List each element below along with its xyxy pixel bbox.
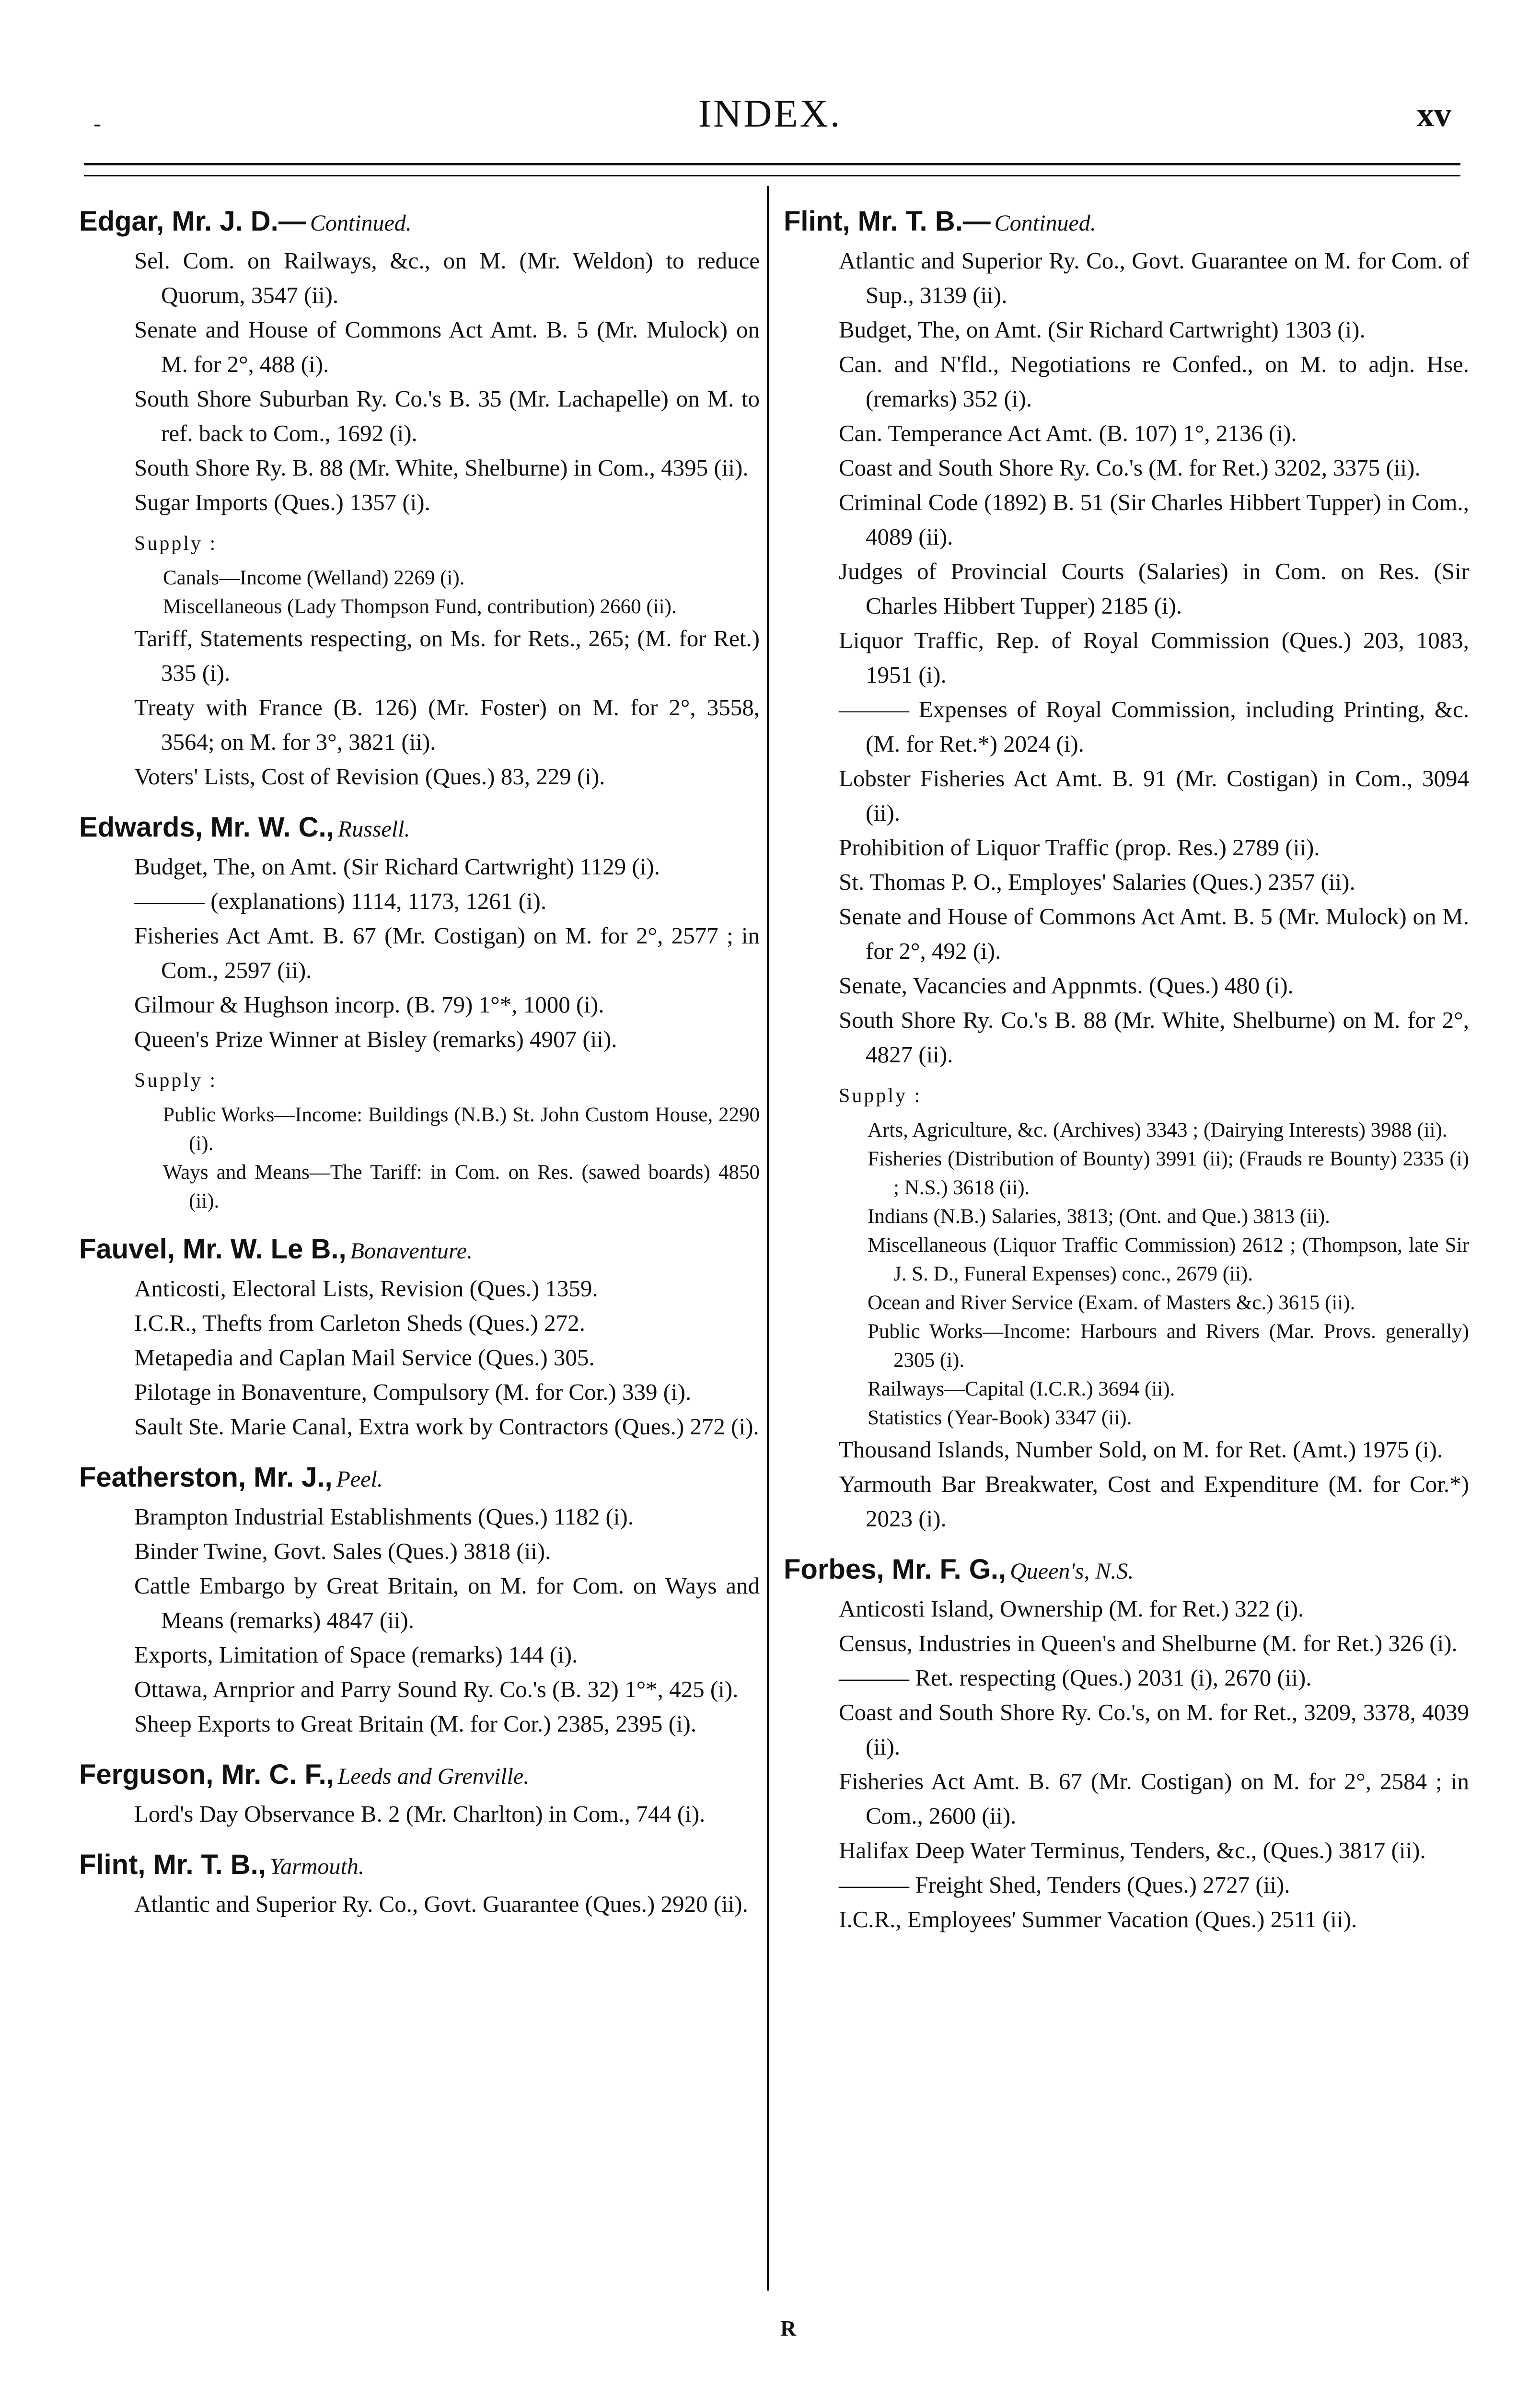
supply-item: Indians (N.B.) Salaries, 3813; (Ont. and Que.) 3813 (ii). bbox=[868, 1205, 1330, 1228]
index-item: Atlantic and Superior Ry. Co., Govt. Guarantee (Ques.) 2920 (ii). bbox=[134, 1891, 748, 1917]
member-name bbox=[79, 1845, 760, 1887]
index-item: Queen's Prize Winner at Bisley (remarks) 4907 (ii). bbox=[134, 1026, 617, 1052]
index-item: Sheep Exports to Great Britain (M. for Cor.) 2385, 2395 (i). bbox=[134, 1710, 697, 1737]
constituency: Continued. bbox=[310, 210, 412, 236]
index-entry bbox=[79, 1755, 760, 1831]
index-item: Liquor Traffic, Rep. of Royal Commission (Ques.) 203, 1083, 1951 (i). bbox=[839, 627, 1469, 688]
page-header bbox=[0, 91, 1540, 144]
header-rule-thick bbox=[84, 163, 1460, 165]
supply-item: Miscellaneous (Lady Thompson Fund, contribution) 2660 (ii). bbox=[163, 595, 677, 618]
supply-item: Statistics (Year-Book) 3347 (ii). bbox=[868, 1407, 1132, 1429]
index-item: Lord's Day Observance B. 2 (Mr. Charlton) in Com., 744 (i). bbox=[134, 1801, 706, 1827]
index-item: ——— (explanations) 1114, 1173, 1261 (i). bbox=[134, 888, 547, 914]
page-title: INDEX. bbox=[698, 92, 842, 135]
member-name bbox=[784, 201, 1469, 244]
member-name bbox=[79, 1457, 760, 1500]
signature-mark: R bbox=[780, 2316, 797, 2340]
index-item: Pilotage in Bonaventure, Compulsory (M. for Cor.) 339 (i). bbox=[134, 1379, 692, 1405]
index-item: Ottawa, Arnprior and Parry Sound Ry. Co.'s (B. 32) 1°*, 425 (i). bbox=[134, 1676, 739, 1702]
supply-heading: Supply : bbox=[839, 1085, 922, 1107]
index-item: Tariff, Statements respecting, on Ms. for Rets., 265; (M. for Ret.) 335 (i). bbox=[134, 625, 760, 686]
index-item: St. Thomas P. O., Employes' Salaries (Ques.) 2357 (ii). bbox=[839, 869, 1355, 895]
member-name-text: Flint, Mr. T. B., bbox=[79, 1849, 266, 1880]
member-name bbox=[79, 1755, 760, 1797]
member-name-text: Forbes, Mr. F. G., bbox=[784, 1554, 1007, 1585]
supply-item: Miscellaneous (Liquor Traffic Commission) 2612 ; (Thompson, late Sir J. S. D., Funeral Expenses) conc., 2679 (ii). bbox=[868, 1234, 1469, 1285]
index-entry bbox=[784, 201, 1469, 1536]
index-entry bbox=[79, 1229, 760, 1444]
supply-heading: Supply : bbox=[134, 1070, 218, 1092]
index-item: Treaty with France (B. 126) (Mr. Foster) on M. for 2°, 3558, 3564; on M. for 3°, 3821 (ii). bbox=[134, 694, 760, 755]
index-item: Fisheries Act Amt. B. 67 (Mr. Costigan) on M. for 2°, 2584 ; in Com., 2600 (ii). bbox=[839, 1768, 1469, 1829]
index-item: Halifax Deep Water Terminus, Tenders, &c., (Ques.) 3817 (ii). bbox=[839, 1837, 1426, 1863]
index-item: South Shore Ry. B. 88 (Mr. White, Shelburne) in Com., 4395 (ii). bbox=[134, 454, 749, 481]
index-item: Gilmour & Hughson incorp. (B. 79) 1°*, 1000 (i). bbox=[134, 991, 604, 1018]
index-item: Metapedia and Caplan Mail Service (Ques.) 305. bbox=[134, 1344, 595, 1371]
constituency: Peel. bbox=[336, 1466, 383, 1492]
index-item: Senate and House of Commons Act Amt. B. 5 (Mr. Mulock) on M. for 2°, 492 (i). bbox=[839, 903, 1469, 964]
index-item: Can. Temperance Act Amt. (B. 107) 1°, 2136 (i). bbox=[839, 420, 1297, 446]
index-item: Voters' Lists, Cost of Revision (Ques.) 83, 229 (i). bbox=[134, 763, 605, 790]
index-item: Budget, The, on Amt. (Sir Richard Cartwright) 1129 (i). bbox=[134, 853, 660, 880]
index-item: Census, Industries in Queen's and Shelburne (M. for Ret.) 326 (i). bbox=[839, 1630, 1458, 1656]
constituency: Leeds and Grenville. bbox=[337, 1764, 530, 1789]
member-name-text: Edgar, Mr. J. D.— bbox=[79, 206, 306, 237]
constituency: Yarmouth. bbox=[269, 1854, 364, 1879]
index-item: Atlantic and Superior Ry. Co., Govt. Guarantee on M. for Com. of Sup., 3139 (ii). bbox=[839, 247, 1469, 308]
member-name-text: Ferguson, Mr. C. F., bbox=[79, 1759, 334, 1790]
member-name bbox=[79, 201, 760, 244]
index-entry bbox=[79, 201, 760, 794]
index-item: Binder Twine, Govt. Sales (Ques.) 3818 (ii). bbox=[134, 1538, 551, 1564]
member-name-text: Featherston, Mr. J., bbox=[79, 1462, 333, 1493]
header-rule-thin bbox=[84, 175, 1460, 176]
header-dash: - bbox=[93, 111, 101, 136]
index-item: Senate, Vacancies and Appnmts. (Ques.) 480 (i). bbox=[839, 972, 1294, 999]
member-name-text: Fauvel, Mr. W. Le B., bbox=[79, 1233, 347, 1265]
page-number: xv bbox=[1417, 95, 1451, 134]
index-entry bbox=[79, 1845, 760, 1921]
index-item: Budget, The, on Amt. (Sir Richard Cartwright) 1303 (i). bbox=[839, 316, 1366, 343]
column-divider bbox=[767, 186, 769, 2291]
index-entry bbox=[784, 1549, 1469, 1937]
index-item: ——— Ret. respecting (Ques.) 2031 (i), 2670 (ii). bbox=[839, 1664, 1312, 1691]
supply-item: Fisheries (Distribution of Bounty) 3991 (ii); (Frauds re Bounty) 2335 (i) ; N.S.) 3618 (ii). bbox=[868, 1148, 1469, 1199]
supply-item: Ocean and River Service (Exam. of Masters &c.) 3615 (ii). bbox=[868, 1292, 1355, 1314]
index-item: Anticosti, Electoral Lists, Revision (Ques.) 1359. bbox=[134, 1275, 598, 1302]
index-item: Lobster Fisheries Act Amt. B. 91 (Mr. Costigan) in Com., 3094 (ii). bbox=[839, 765, 1469, 826]
supply-item: Public Works—Income: Harbours and Rivers (Mar. Provs. generally) 2305 (i). bbox=[868, 1320, 1469, 1372]
index-entry bbox=[79, 1457, 760, 1741]
index-item: Sel. Com. on Railways, &c., on M. (Mr. Weldon) to reduce Quorum, 3547 (ii). bbox=[134, 247, 760, 308]
index-item: Cattle Embargo by Great Britain, on M. for Com. on Ways and Means (remarks) 4847 (ii). bbox=[134, 1572, 760, 1633]
index-item: South Shore Ry. Co.'s B. 88 (Mr. White, Shelburne) on M. for 2°, 4827 (ii). bbox=[839, 1007, 1469, 1068]
supply-item: Ways and Means—The Tariff: in Com. on Res. (sawed boards) 4850 (ii). bbox=[163, 1161, 760, 1212]
index-item: Senate and House of Commons Act Amt. B. 5 (Mr. Mulock) on M. for 2°, 488 (i). bbox=[134, 316, 760, 377]
constituency: Continued. bbox=[994, 210, 1096, 236]
member-name bbox=[79, 807, 760, 849]
supply-item: Arts, Agriculture, &c. (Archives) 3343 ; (Dairying Interests) 3988 (ii). bbox=[868, 1119, 1447, 1141]
member-name-text: Flint, Mr. T. B.— bbox=[784, 206, 991, 237]
index-item: ——— Freight Shed, Tenders (Ques.) 2727 (ii). bbox=[839, 1872, 1290, 1898]
index-item: Brampton Industrial Establishments (Ques.) 1182 (i). bbox=[134, 1503, 634, 1530]
supply-heading: Supply : bbox=[134, 533, 218, 555]
member-name bbox=[79, 1229, 760, 1271]
supply-item: Public Works—Income: Buildings (N.B.) St. John Custom House, 2290 (i). bbox=[163, 1104, 760, 1155]
member-name bbox=[784, 1549, 1469, 1592]
index-item: Coast and South Shore Ry. Co.'s (M. for Ret.) 3202, 3375 (ii). bbox=[839, 454, 1421, 481]
index-item: I.C.R., Thefts from Carleton Sheds (Ques.) 272. bbox=[134, 1310, 585, 1336]
index-entry bbox=[79, 807, 760, 1216]
index-item: Judges of Provincial Courts (Salaries) in Com. on Res. (Sir Charles Hibbert Tupper) 2185 (i). bbox=[839, 558, 1469, 619]
index-item: Fisheries Act Amt. B. 67 (Mr. Costigan) on M. for 2°, 2577 ; in Com., 2597 (ii). bbox=[134, 922, 760, 983]
constituency: Russell. bbox=[337, 816, 410, 842]
index-item: Exports, Limitation of Space (remarks) 144 (i). bbox=[134, 1641, 578, 1668]
supply-item: Canals—Income (Welland) 2269 (i). bbox=[163, 567, 465, 589]
index-item: South Shore Suburban Ry. Co.'s B. 35 (Mr. Lachapelle) on M. to ref. back to Com., 1692 (i). bbox=[134, 385, 760, 446]
index-item: I.C.R., Employees' Summer Vacation (Ques.) 2511 (ii). bbox=[839, 1906, 1357, 1932]
index-item: Anticosti Island, Ownership (M. for Ret.) 322 (i). bbox=[839, 1595, 1304, 1622]
index-item: Coast and South Shore Ry. Co.'s, on M. for Ret., 3209, 3378, 4039 (ii). bbox=[839, 1699, 1469, 1760]
constituency: Queen's, N.S. bbox=[1010, 1559, 1134, 1584]
index-item: Sugar Imports (Ques.) 1357 (i). bbox=[134, 489, 430, 515]
index-item: Sault Ste. Marie Canal, Extra work by Contractors (Ques.) 272 (i). bbox=[134, 1413, 759, 1440]
index-item: Criminal Code (1892) B. 51 (Sir Charles Hibbert Tupper) in Com., 4089 (ii). bbox=[839, 489, 1469, 550]
left-column bbox=[79, 201, 760, 1935]
constituency: Bonaventure. bbox=[350, 1238, 473, 1264]
right-column bbox=[784, 201, 1469, 1950]
index-item: Prohibition of Liquor Traffic (prop. Res.) 2789 (ii). bbox=[839, 834, 1320, 861]
index-item: Thousand Islands, Number Sold, on M. for Ret. (Amt.) 1975 (i). bbox=[839, 1436, 1443, 1463]
index-item: ——— Expenses of Royal Commission, including Printing, &c. (M. for Ret.*) 2024 (i). bbox=[839, 696, 1469, 757]
supply-item: Railways—Capital (I.C.R.) 3694 (ii). bbox=[868, 1378, 1175, 1400]
index-item: Can. and N'fld., Negotiations re Confed., on M. to adjn. Hse. (remarks) 352 (i). bbox=[839, 351, 1469, 412]
index-item: Yarmouth Bar Breakwater, Cost and Expenditure (M. for Cor.*) 2023 (i). bbox=[839, 1471, 1469, 1532]
member-name-text: Edwards, Mr. W. C., bbox=[79, 812, 334, 843]
